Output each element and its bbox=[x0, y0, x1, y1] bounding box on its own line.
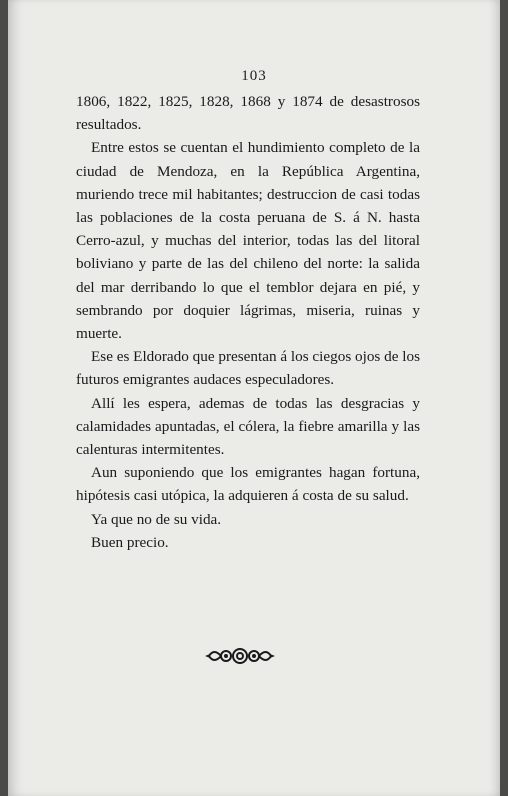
paragraph: Aun suponiendo que los emigrantes hagan fortuna, hipótesis casi utópica, la adquieren á costa de su salud. bbox=[76, 464, 420, 505]
paragraph: Entre estos se cuentan el hundimiento completo de la ciudad de Mendoza, en la República Argentina, muriendo trece mil habitantes; destruccion de casi todas las poblaciones de la costa peruana de S. á N. hasta Cerro-azul, y muchas del interior, todas las del litoral boliviano y parte de las del chileno del norte: la salida del mar derribando lo que el temblor dejara en pié, y sembrando por doquier lágrimas, miseria, ruinas y muerte. bbox=[76, 139, 420, 343]
paragraph: Buen precio. bbox=[91, 533, 169, 551]
page-number: 103 bbox=[241, 68, 267, 84]
paragraph-continuation: 1806, 1822, 1825, 1828, 1868 y 1874 de desastrosos resultados. bbox=[76, 93, 420, 134]
book-page bbox=[8, 0, 500, 796]
paragraph: Ya que no de su vida. bbox=[91, 510, 222, 528]
decorative-ornament-icon bbox=[204, 644, 276, 668]
paragraph: Allí les espera, ademas de todas las desgracias y calamidades apuntadas, el cólera, la fiebre amarilla y las calenturas intermitentes. bbox=[76, 394, 420, 459]
body-text bbox=[76, 90, 420, 554]
paragraph: Ese es Eldorado que presentan á los ciegos ojos de los futuros emigrantes audaces especuladores. bbox=[76, 348, 420, 389]
